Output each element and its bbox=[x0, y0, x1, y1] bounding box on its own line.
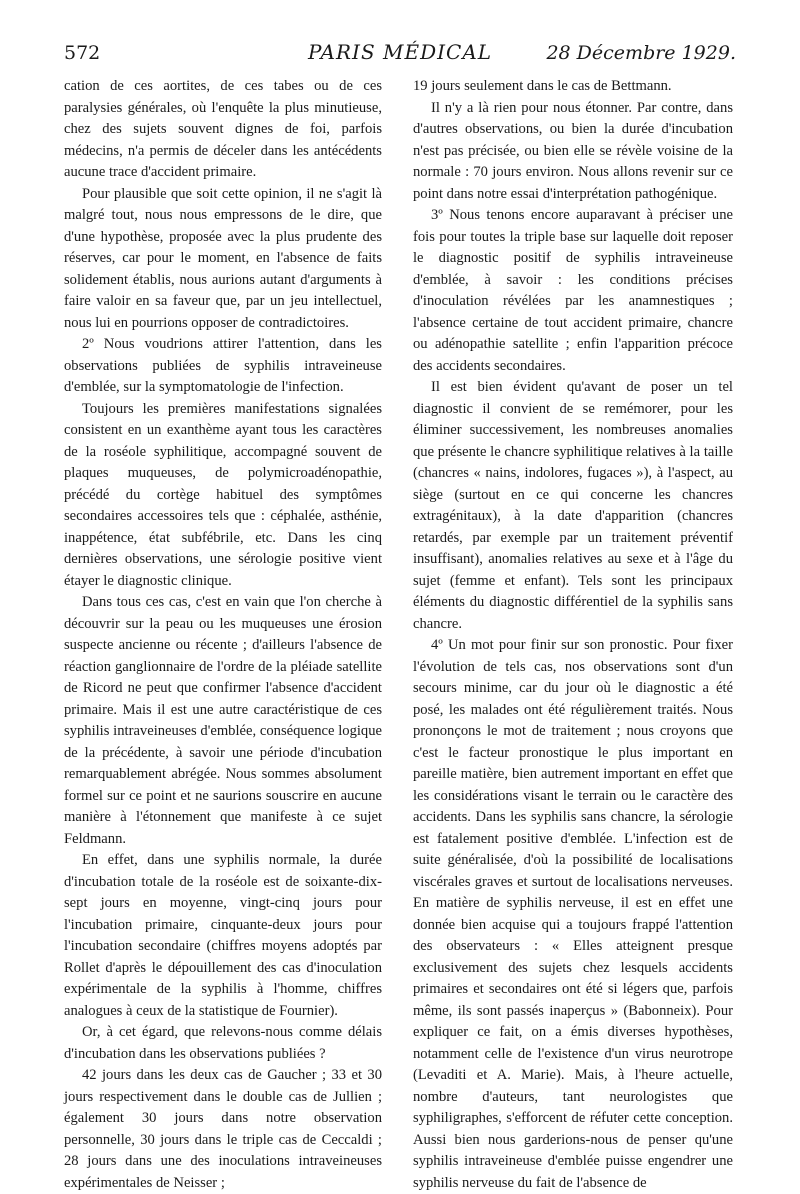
journal-title: PARIS MÉDICAL bbox=[307, 40, 493, 64]
paragraph: Toujours les premières manifestations signalées consistent en un exanthème ayant tous les caractères de la roséole syphilitique, accompagné souvent de plaques muqueuses, de polymicroadénopathie, précédé du cortège habituel des symptômes secondaires accessoires tels que : céphalée, asthénie, inappétence, état subfébrile, etc. Dans les cinq dernières observations, une sérologie positive vient étayer le diagnostic clinique. bbox=[64, 400, 382, 589]
paragraph: Il est bien évident qu'avant de poser un tel diagnostic il convient de se remémorer, pour les éliminer successivement, les nombreuses anomalies que présente le chancre syphilitique relatives à la taille (chancres « nains, indolores, fugaces »), à l'aspect, au siège (surtout en ce qui concerne les chancres extragénitaux), à la date d'apparition (chancres retardés, par exemple par un traitement préventif insuffisant), anomalies relatives au sexe et à l'âge du sujet (femme et enfant). Tels sont les principaux éléments du diagnostic différentiel de la syphilis sans chancre. bbox=[413, 379, 733, 632]
paragraph: 19 jours seulement dans le cas de Bettmann. bbox=[413, 78, 672, 94]
right-column bbox=[413, 76, 733, 1194]
paragraph: 3º Nous tenons encore auparavant à préciser une fois pour toutes la triple base sur laquelle doit reposer le diagnostic positif de syphilis intraveineuse d'emblée, à savoir : les conditions précises d'inoculation révélées par les anamnestiques ; l'absence certaine de tout accident primaire, chancre ou adénopathie satellite ; enfin l'apparition précoce des accidents secondaires. bbox=[413, 207, 733, 374]
paragraph: 4º Un mot pour finir sur son pronostic. Pour fixer l'évolution de tels cas, nos observations sont d'un secours minime, car du jour où le diagnostic a été posé, les malades ont été régulièrement traités. Nous prononçons le mot de traitement ; nous croyons que c'est le facteur pronostique le plus important en pareille matière, bien autrement important en effet que les considérations visant le terrain ou le caractère des accidents. Dans les syphilis sans chancre, la sérologie est fatalement positive d'emblée. L'infection est de suite généralisée, d'où la possibilité de localisations viscérales graves et surtout de localisations nerveuses. En matière de syphilis nerveuse, il est en effet une donnée bien acquise qui a toujours frappé l'attention des observateurs : « Elles atteignent presque exclusivement des sujets chez lesquels accidents primaires et secondaires ont été si légers que, parfois même, ils sont passés inaperçus » (Babonneix). Pour expliquer ce fait, on a émis diverses hypothèses, notamment celle de l'existence d'un virus neurotrope (Levaditi et A. Marie). Mais, à l'heure actuelle, nombre d'auteurs, tant neurologistes que syphiligraphes, s'efforcent de réfuter cette conception. Aussi bien nous garderions-nous de penser qu'une syphilis intraveineuse d'emblée puisse engendrer une syphilis nerveuse du fait de l'absence de bbox=[413, 637, 733, 1191]
left-column bbox=[64, 76, 382, 1194]
page-number: 572 bbox=[64, 42, 101, 64]
paragraph: Dans tous ces cas, c'est en vain que l'on cherche à découvrir sur la peau ou les muqueuses une érosion suspecte ancienne ou récente ; d'ailleurs l'absence de réaction ganglionnaire de l'ordre de la pléiade satellite de Ricord ne peut que confirmer l'absence d'accident primaire. Mais il est une autre caractéristique de ces syphilis intraveineuses d'emblée, conséquence logique de la précédente, à savoir une période d'incubation remarquablement abrégée. Nous sommes absolument formel sur ce point et ne saurions souscrire en aucune manière à l'étonnement que manifeste à ce sujet Feldmann. bbox=[64, 594, 382, 847]
paragraph: cation de ces aortites, de ces tabes ou de ces paralysies générales, où l'enquête la plus minutieuse, chez des sujets souvent dignes de foi, parfois médecins, n'a permis de déceler dans les antécédents aucune trace d'accident primaire. bbox=[64, 78, 382, 180]
paragraph: Il n'y a là rien pour nous étonner. Par contre, dans d'autres observations, ou bien la durée d'incubation n'est pas précisée, ou bien elle se révèle voisine de la normale : 70 jours environ. Nous allons revenir sur ce point dans notre essai d'interprétation pathogénique. bbox=[413, 99, 733, 202]
paragraph: Pour plausible que soit cette opinion, il ne s'agit là malgré tout, nous nous empressons de le dire, que d'une hypothèse, proposée avec la plus prudente des réserves, car pour le moment, en l'absence de faits solidement établis, nous aurions autant d'arguments à faire valoir en sa faveur que, par un jeu intellectuel, nous lui en pourrions opposer de contradictoires. bbox=[64, 185, 382, 331]
paragraph: 42 jours dans les deux cas de Gaucher ; 33 et 30 jours respectivement dans le double cas de Jullien ; également 30 jours dans notre observation personnelle, 30 jours dans le triple cas de Ceccaldi ; 28 jours dans une des inoculations intraveineuses expérimentales de Neisser ; bbox=[64, 1067, 382, 1191]
paragraph: Or, à cet égard, que relevons-nous comme délais d'incubation dans les observations publiées ? bbox=[64, 1024, 382, 1062]
issue-date: 28 Décembre 1929. bbox=[546, 42, 736, 64]
paragraph: En effet, dans une syphilis normale, la durée d'incubation totale de la roséole est de soixante-dix-sept jours en moyenne, vingt-cinq jours pour l'incubation primaire, cinquante-deux jours pour l'incubation secondaire (chiffres moyens adoptés par Rollet d'après le dépouillement des cas d'inoculation expérimentale de la syphilis à l'homme, chiffres analogues à ceux de la statistique de Fournier). bbox=[64, 852, 382, 1019]
paragraph: 2º Nous voudrions attirer l'attention, dans les observations publiées de syphilis intraveineuse d'emblée, sur la symptomatologie de l'infection. bbox=[64, 336, 382, 395]
running-header bbox=[64, 40, 736, 70]
